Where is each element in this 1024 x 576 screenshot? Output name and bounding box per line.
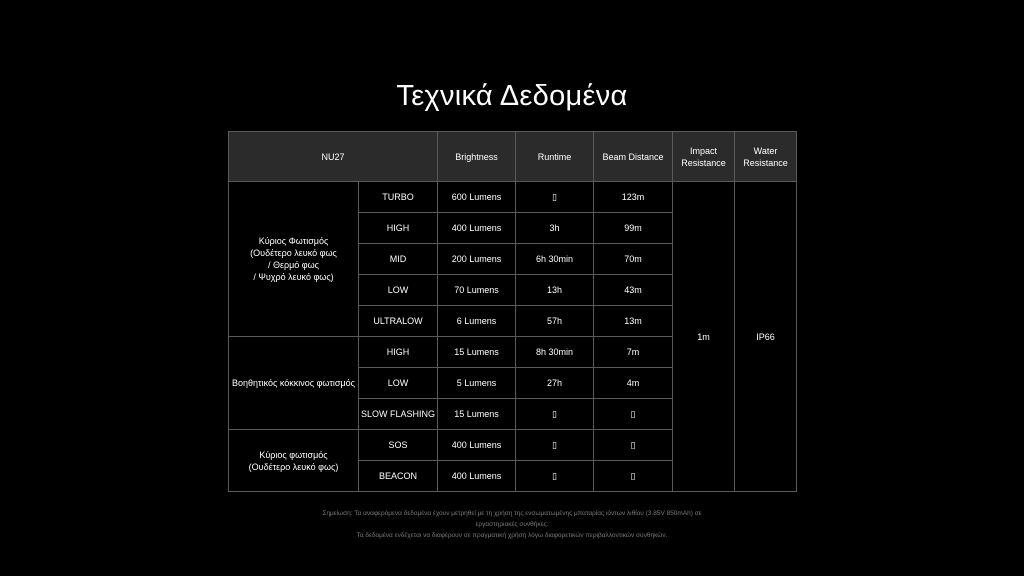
light-group-label-line: (Ουδέτερο λευκό φως) — [248, 461, 339, 472]
beam-distance-cell: 4m — [594, 368, 673, 399]
beam-distance-cell: 43m — [594, 275, 673, 306]
beam-distance-cell: ▯ — [594, 461, 673, 492]
runtime-cell: ▯ — [516, 399, 594, 430]
specs-table — [228, 131, 797, 492]
brightness-cell: 600 Lumens — [438, 182, 516, 213]
footnote-line-2: Τα δεδομένα ενδέχεται να διαφέρουν σε πραγματική χρήση λόγω διαφορετικών περιβαλλοντικών συνθηκών. — [356, 532, 668, 539]
table-row — [229, 182, 797, 213]
impact-resistance-value: 1m — [673, 182, 735, 492]
runtime-cell: 13h — [516, 275, 594, 306]
brightness-cell: 5 Lumens — [438, 368, 516, 399]
mode-cell: ULTRALOW — [359, 306, 438, 337]
light-group-label-line: Κύριος φωτισμός — [259, 449, 328, 460]
brightness-cell: 70 Lumens — [438, 275, 516, 306]
header-beam-distance: Beam Distance — [594, 132, 673, 182]
mode-cell: LOW — [359, 275, 438, 306]
mode-cell: SOS — [359, 430, 438, 461]
runtime-cell: ▯ — [516, 461, 594, 492]
brightness-cell: 400 Lumens — [438, 430, 516, 461]
header-row — [229, 132, 797, 182]
light-group-label-line: / Ψυχρό λευκό φως) — [253, 272, 334, 282]
beam-distance-cell: 13m — [594, 306, 673, 337]
header-model: NU27 — [229, 132, 438, 182]
beam-distance-cell: ▯ — [594, 399, 673, 430]
beam-distance-cell: 7m — [594, 337, 673, 368]
light-group-label-line: Κύριος Φωτισμός — [258, 236, 329, 246]
water-resistance-value: IP66 — [735, 182, 797, 492]
page-title: Τεχνικά Δεδομένα — [396, 80, 628, 112]
brightness-cell: 6 Lumens — [438, 306, 516, 337]
runtime-cell: 3h — [516, 213, 594, 244]
light-group-label-line: (Ουδέτερο λευκό φως — [250, 248, 337, 258]
mode-cell: HIGH — [359, 337, 438, 368]
beam-distance-cell: 99m — [594, 213, 673, 244]
runtime-cell: 57h — [516, 306, 594, 337]
runtime-cell: 6h 30min — [516, 244, 594, 275]
runtime-cell: ▯ — [516, 182, 594, 213]
mode-cell: LOW — [359, 368, 438, 399]
light-group-label-line: / Θερμό φως — [267, 260, 320, 270]
light-group-label — [229, 430, 359, 492]
header-runtime: Runtime — [516, 132, 594, 182]
mode-cell: TURBO — [359, 182, 438, 213]
light-group-label — [229, 182, 359, 337]
mode-cell: BEACON — [359, 461, 438, 492]
header-impact-resistance: Impact Resistance — [673, 132, 735, 182]
mode-cell: HIGH — [359, 213, 438, 244]
brightness-cell: 15 Lumens — [438, 399, 516, 430]
brightness-cell: 15 Lumens — [438, 337, 516, 368]
beam-distance-cell: 70m — [594, 244, 673, 275]
footnote — [0, 508, 1024, 541]
brightness-cell: 200 Lumens — [438, 244, 516, 275]
header-brightness: Brightness — [438, 132, 516, 182]
light-group-label-line: Βοηθητικός κόκκινος φωτισμός — [232, 378, 355, 388]
light-group-label — [229, 337, 359, 430]
mode-cell: MID — [359, 244, 438, 275]
mode-cell: SLOW FLASHING — [359, 399, 438, 430]
brightness-cell: 400 Lumens — [438, 461, 516, 492]
runtime-cell: 8h 30min — [516, 337, 594, 368]
beam-distance-cell: 123m — [594, 182, 673, 213]
runtime-cell: 27h — [516, 368, 594, 399]
header-water-resistance: Water Resistance — [735, 132, 797, 182]
footnote-line-1: Σημείωση: Τα αναφερόμενα δεδομένα έχουν μετρηθεί με τη χρήση της ενσωματωμένης μπαταρίας ιόντων λιθίου (3.85V 850mAh) σε εργαστηριακές συνθήκες. — [322, 510, 702, 528]
runtime-cell: ▯ — [516, 430, 594, 461]
brightness-cell: 400 Lumens — [438, 213, 516, 244]
beam-distance-cell: ▯ — [594, 430, 673, 461]
